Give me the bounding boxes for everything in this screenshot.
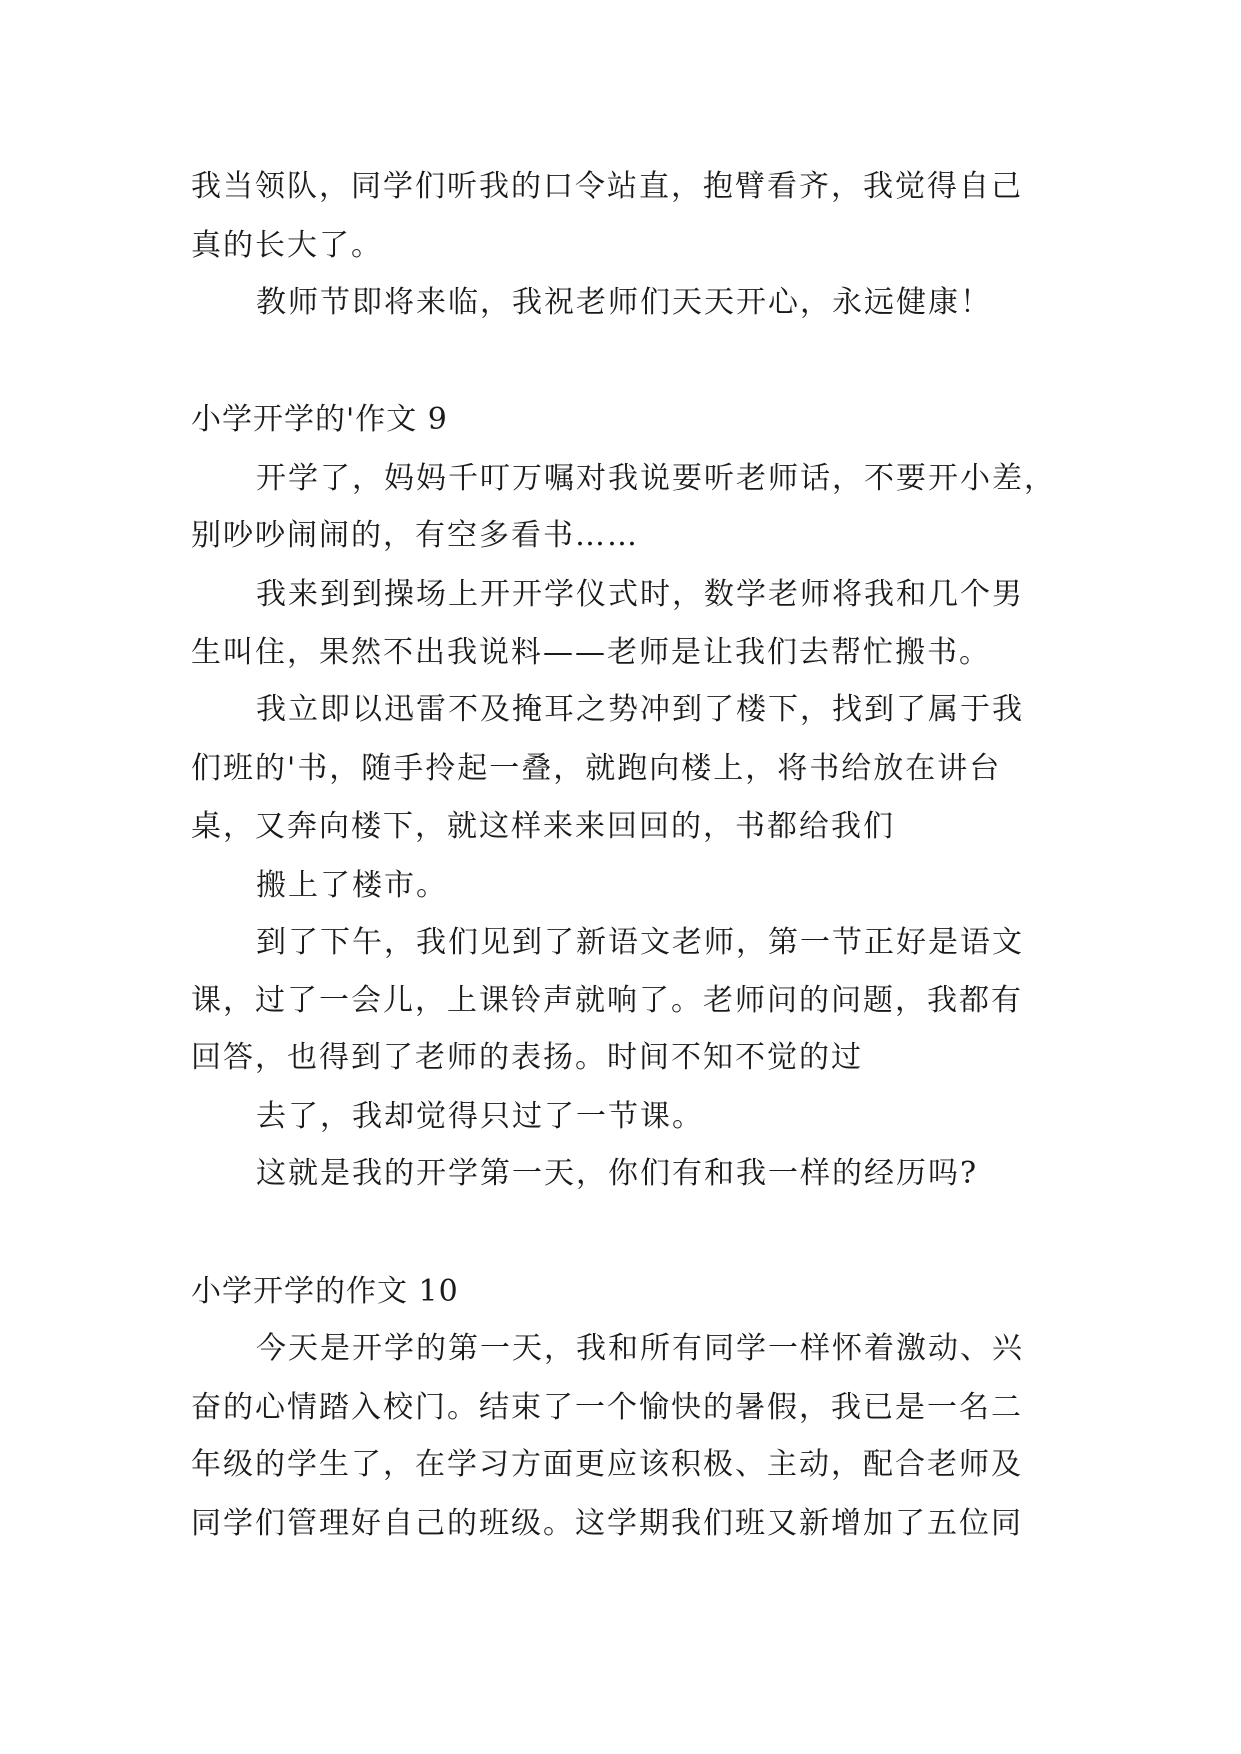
paragraph-line: 今天是开学的第一天，我和所有同学一样怀着激动、兴 — [256, 1331, 1024, 1366]
paragraph-line: 去了，我却觉得只过了一节课。 — [256, 1099, 704, 1134]
paragraph-line: 生叫住，果然不出我说料——老师是让我们去帮忙搬书。 — [191, 635, 991, 670]
paragraph-line: 回答，也得到了老师的表扬。时间不知不觉的过 — [191, 1040, 863, 1075]
section-title: 小学开学的作文 10 — [191, 1274, 459, 1309]
paragraph-line: 到了下午，我们见到了新语文老师，第一节正好是语文 — [256, 925, 1024, 960]
paragraph-line: 我当领队，同学们听我的口令站直，抱臂看齐，我觉得自己 — [191, 169, 1023, 204]
paragraph-line: 奋的心情踏入校门。结束了一个愉快的暑假，我已是一名二 — [191, 1390, 1023, 1425]
paragraph-line: 年级的学生了，在学习方面更应该积极、主动，配合老师及 — [191, 1447, 1023, 1482]
paragraph-line: 我立即以迅雷不及掩耳之势冲到了楼下，找到了属于我 — [256, 692, 1024, 727]
paragraph-line: 们班的'书，随手拎起一叠，就跑向楼上，将书给放在讲台 — [191, 751, 1002, 786]
paragraph-line: 我来到到操场上开开学仪式时，数学老师将我和几个男 — [256, 577, 1024, 612]
paragraph-line: 桌，又奔向楼下，就这样来来回回的，书都给我们 — [191, 809, 895, 844]
paragraph-line: 真的长大了。 — [191, 228, 383, 263]
section-title: 小学开学的'作文 9 — [191, 402, 448, 437]
paragraph-line: 这就是我的开学第一天，你们有和我一样的经历吗? — [256, 1156, 979, 1191]
paragraph-line: 课，过了一会儿，上课铃声就响了。老师问的问题，我都有 — [191, 983, 1023, 1018]
paragraph-line: 搬上了楼市。 — [256, 868, 448, 903]
paragraph-line: 别吵吵闹闹的，有空多看书…… — [191, 518, 639, 553]
paragraph-line: 开学了，妈妈千叮万嘱对我说要听老师话，不要开小差， — [256, 461, 1056, 496]
paragraph-line: 教师节即将来临，我祝老师们天天开心，永远健康！ — [256, 285, 992, 320]
paragraph-line: 同学们管理好自己的班级。这学期我们班又新增加了五位同 — [191, 1506, 1023, 1541]
